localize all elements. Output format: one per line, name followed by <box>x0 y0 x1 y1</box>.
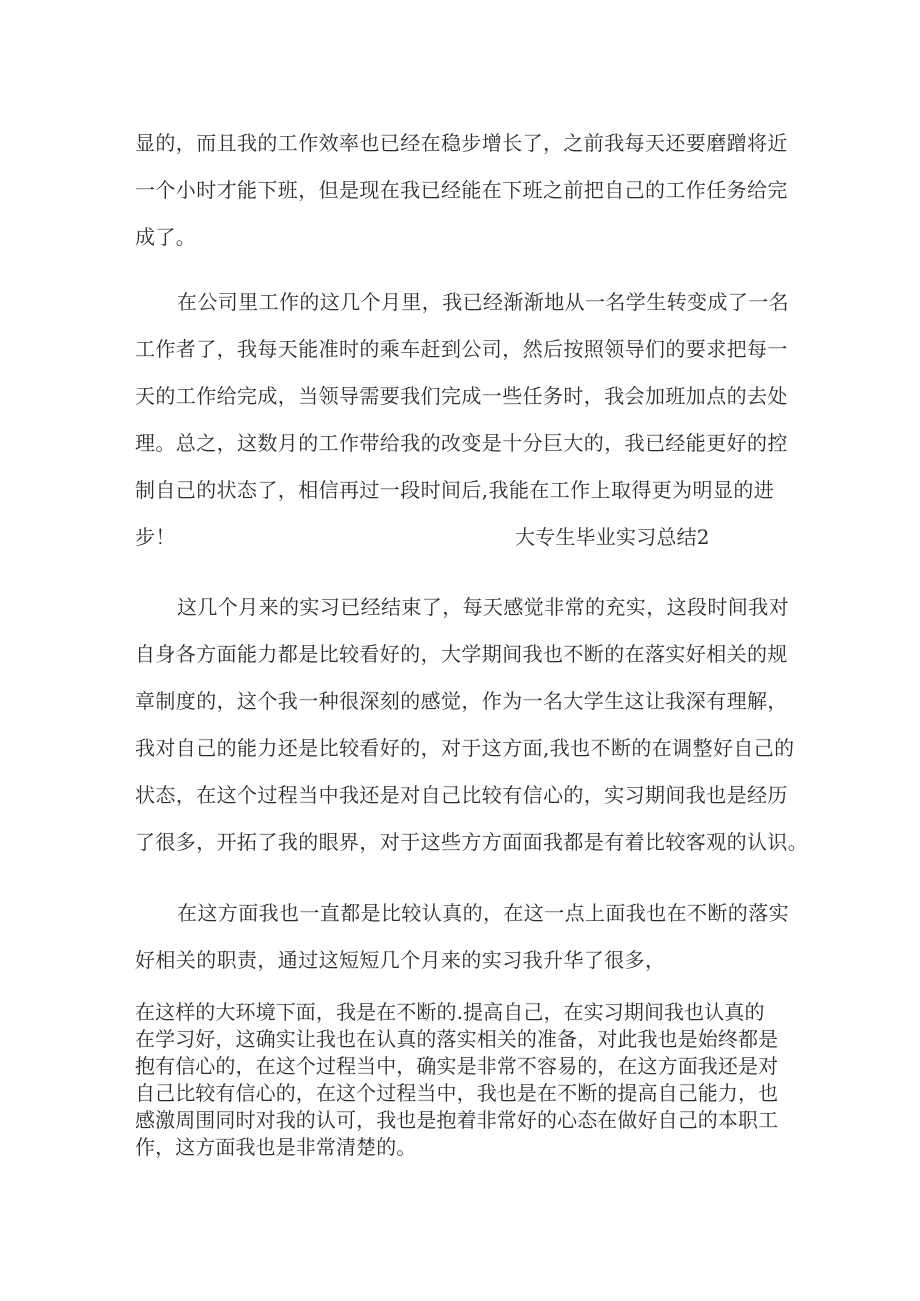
text-line: 抱有信心的，在这个过程当中，确实是非常不容易的，在这方面我还是对 <box>135 1054 779 1078</box>
paragraph <box>135 999 785 1161</box>
text-line: 一个小时才能下班，但是现在我已经能在下班之前把自己的工作任务给完 <box>135 178 788 202</box>
text-line: 显的，而且我的工作效率也已经在稳步增长了，之前我每天还要磨蹭将近 <box>135 131 788 155</box>
text-line: 天的工作给完成，当领导需要我们完成一些任务时，我会加班加点的去处 <box>135 384 788 408</box>
text-line: 章制度的，这个我一种很深刻的感觉，作为一名大学生这让我深有理解， <box>135 689 788 713</box>
text-line: 好相关的职责，通过这短短几个月来的实习我升华了很多， <box>135 948 666 972</box>
text-line: 步！ <box>135 525 176 549</box>
text-line: 作，这方面我也是非常清楚的。 <box>135 1135 417 1159</box>
paragraph-end-with-heading <box>135 514 785 561</box>
text-line: 这几个月来的实习已经结束了，每天感觉非常的充实，这段时间我对 <box>177 595 789 619</box>
paragraph <box>135 279 789 514</box>
text-line: 在这样的大环境下面，我是在不断的.提高自己，在实习期间我也认真的 <box>135 1000 765 1024</box>
text-line: 了很多，开拓了我的眼界，对于这些方方面面我都是有着比较客观的认识。 <box>135 830 809 854</box>
text-line: 工作者了，我每天能准时的乘车赶到公司，然后按照领导们的要求把每一 <box>135 337 788 361</box>
text-line: 在公司里工作的这几个月里，我已经渐渐地从一名学生转变成了一名 <box>177 290 789 314</box>
paragraph <box>135 120 788 261</box>
section-heading: 大专生毕业实习总结2 <box>515 525 710 549</box>
text-line: 我对自己的能力还是比较看好的，对于这方面,我也不断的在调整好自己的 <box>135 736 795 760</box>
paragraph <box>135 584 809 866</box>
document-content <box>135 120 809 1161</box>
text-line: 自己比较有信心的，在这个过程当中，我也是在不断的提高自己能力，也 <box>135 1081 779 1105</box>
text-line: 成了。 <box>135 225 197 249</box>
text-line: 在学习好，这确实让我也在认真的落实相关的准备，对此我也是始终都是 <box>135 1027 779 1051</box>
text-line: 制自己的状态了，相信再过一段时间后,我能在工作上取得更为明显的进 <box>135 478 775 502</box>
paragraph <box>135 890 789 984</box>
text-line: 在这方面我也一直都是比较认真的，在这一点上面我也在不断的落实 <box>177 901 789 925</box>
text-line: 理。总之，这数月的工作带给我的改变是十分巨大的，我已经能更好的控 <box>135 431 788 455</box>
text-line: 状态，在这个过程当中我还是对自己比较有信心的，实习期间我也是经历 <box>135 783 788 807</box>
text-line: 感激周围同时对我的认可，我也是抱着非常好的心态在做好自己的本职工 <box>135 1108 779 1132</box>
text-line: 自身各方面能力都是比较看好的，大学期间我也不断的在落实好相关的规 <box>135 642 788 666</box>
